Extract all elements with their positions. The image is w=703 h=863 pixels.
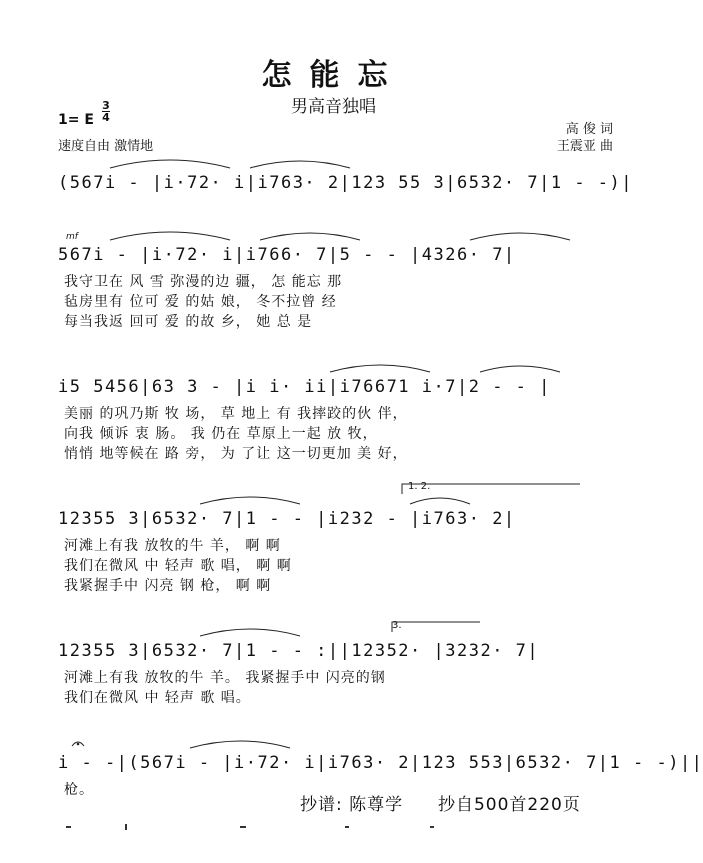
staff-line-3: i5 5456|63 3 - |i i· ii|i76671 i·7|2 - - |: [58, 377, 551, 397]
staff-line-2: 567i - |i·72· i|i766· 7|5 - - |4326· 7|: [58, 245, 516, 265]
volta-line-3: [392, 622, 480, 632]
staff-line-4: 12355 3|6532· 7|1 - - |i232 - |i763· 2|: [58, 509, 516, 529]
transcriber-credit: 抄谱: 陈尊学: [300, 795, 404, 815]
lyric-line-3-verse-3: 悄悄 地等候在 路 旁， 为 了让 这一切更加 美 好，: [64, 446, 408, 462]
lyric-line-4-verse-1: 河滩上有我 放牧的牛 羊， 啊 啊: [64, 538, 281, 554]
bottom-margin-marks: [66, 824, 434, 830]
slur-8: [200, 497, 300, 504]
slur-2: [250, 161, 350, 168]
slur-6: [330, 365, 430, 372]
lyric-line-5-verse-2: 我们在微风 中 轻声 歌 唱。: [64, 690, 251, 706]
slur-4: [260, 233, 360, 240]
tempo-marking: 速度自由 激情地: [58, 139, 154, 154]
song-subtitle: 男高音独唱: [291, 97, 376, 117]
lyric-line-2-verse-2: 毡房里有 位可 爱 的姑 娘， 冬不拉曾 经: [64, 294, 337, 310]
fermata-mark: [72, 742, 84, 746]
slur-10: [200, 629, 300, 636]
time-signature-bottom: 4: [102, 111, 110, 124]
time-signature-top: 3: [102, 99, 110, 112]
dynamic-mark: mf: [66, 232, 78, 242]
slur-1: [110, 160, 230, 168]
lyric-line-2-verse-1: 我守卫在 风 雪 弥漫的边 疆， 怎 能忘 那: [64, 274, 343, 290]
slur-3: [110, 232, 230, 240]
staff-line-1: (567i - |i·72· i|i763· 2|123 55 3|6532· 7|1 - -)|: [58, 173, 634, 193]
lyric-line-2-verse-3: 每当我返 回可 爱 的故 乡， 她 总 是: [64, 314, 313, 330]
lyric-line-5-verse-1: 河滩上有我 放牧的牛 羊。 我紧握手中 闪亮的钢: [64, 670, 386, 686]
slur-11: [190, 741, 290, 748]
lyric-line-3-verse-2: 向我 倾诉 衷 肠。 我 仍在 草原上一起 放 牧，: [64, 426, 378, 442]
source-credit: 抄自500首220页: [437, 795, 581, 815]
composer-credit: 王震亚 曲: [556, 139, 613, 154]
slur-5: [470, 233, 570, 240]
time-signature: [102, 100, 110, 123]
lyric-line-4-verse-3: 我紧握手中 闪亮 钢 枪， 啊 啊: [64, 578, 272, 594]
slur-7: [480, 366, 560, 372]
song-title: 怎能忘: [261, 58, 406, 93]
volta-lines: [392, 484, 580, 632]
staff-line-5: 12355 3|6532· 7|1 - - :||12352· |3232· 7|: [58, 641, 540, 661]
staff-line-6: i - -|(567i - |i·72· i|i763· 2|123 553|6532· 7|1 - -)||: [58, 753, 703, 773]
slur-9: [410, 498, 470, 504]
lyric-line-3-verse-1: 美丽 的巩乃斯 牧 场， 草 地上 有 我摔跤的伙 伴，: [64, 406, 408, 422]
key-signature: 1= E: [58, 112, 94, 128]
lyricist-credit: 高 俊 词: [565, 122, 613, 137]
footer-credit: [300, 790, 581, 815]
volta-bracket-3: 3.: [392, 620, 402, 631]
lyric-line-4-verse-2: 我们在微风 中 轻声 歌 唱， 啊 啊: [64, 558, 292, 574]
volta-bracket-1-2: 1. 2.: [408, 481, 431, 492]
lyric-line-6-verse-1: 枪。: [64, 782, 94, 798]
